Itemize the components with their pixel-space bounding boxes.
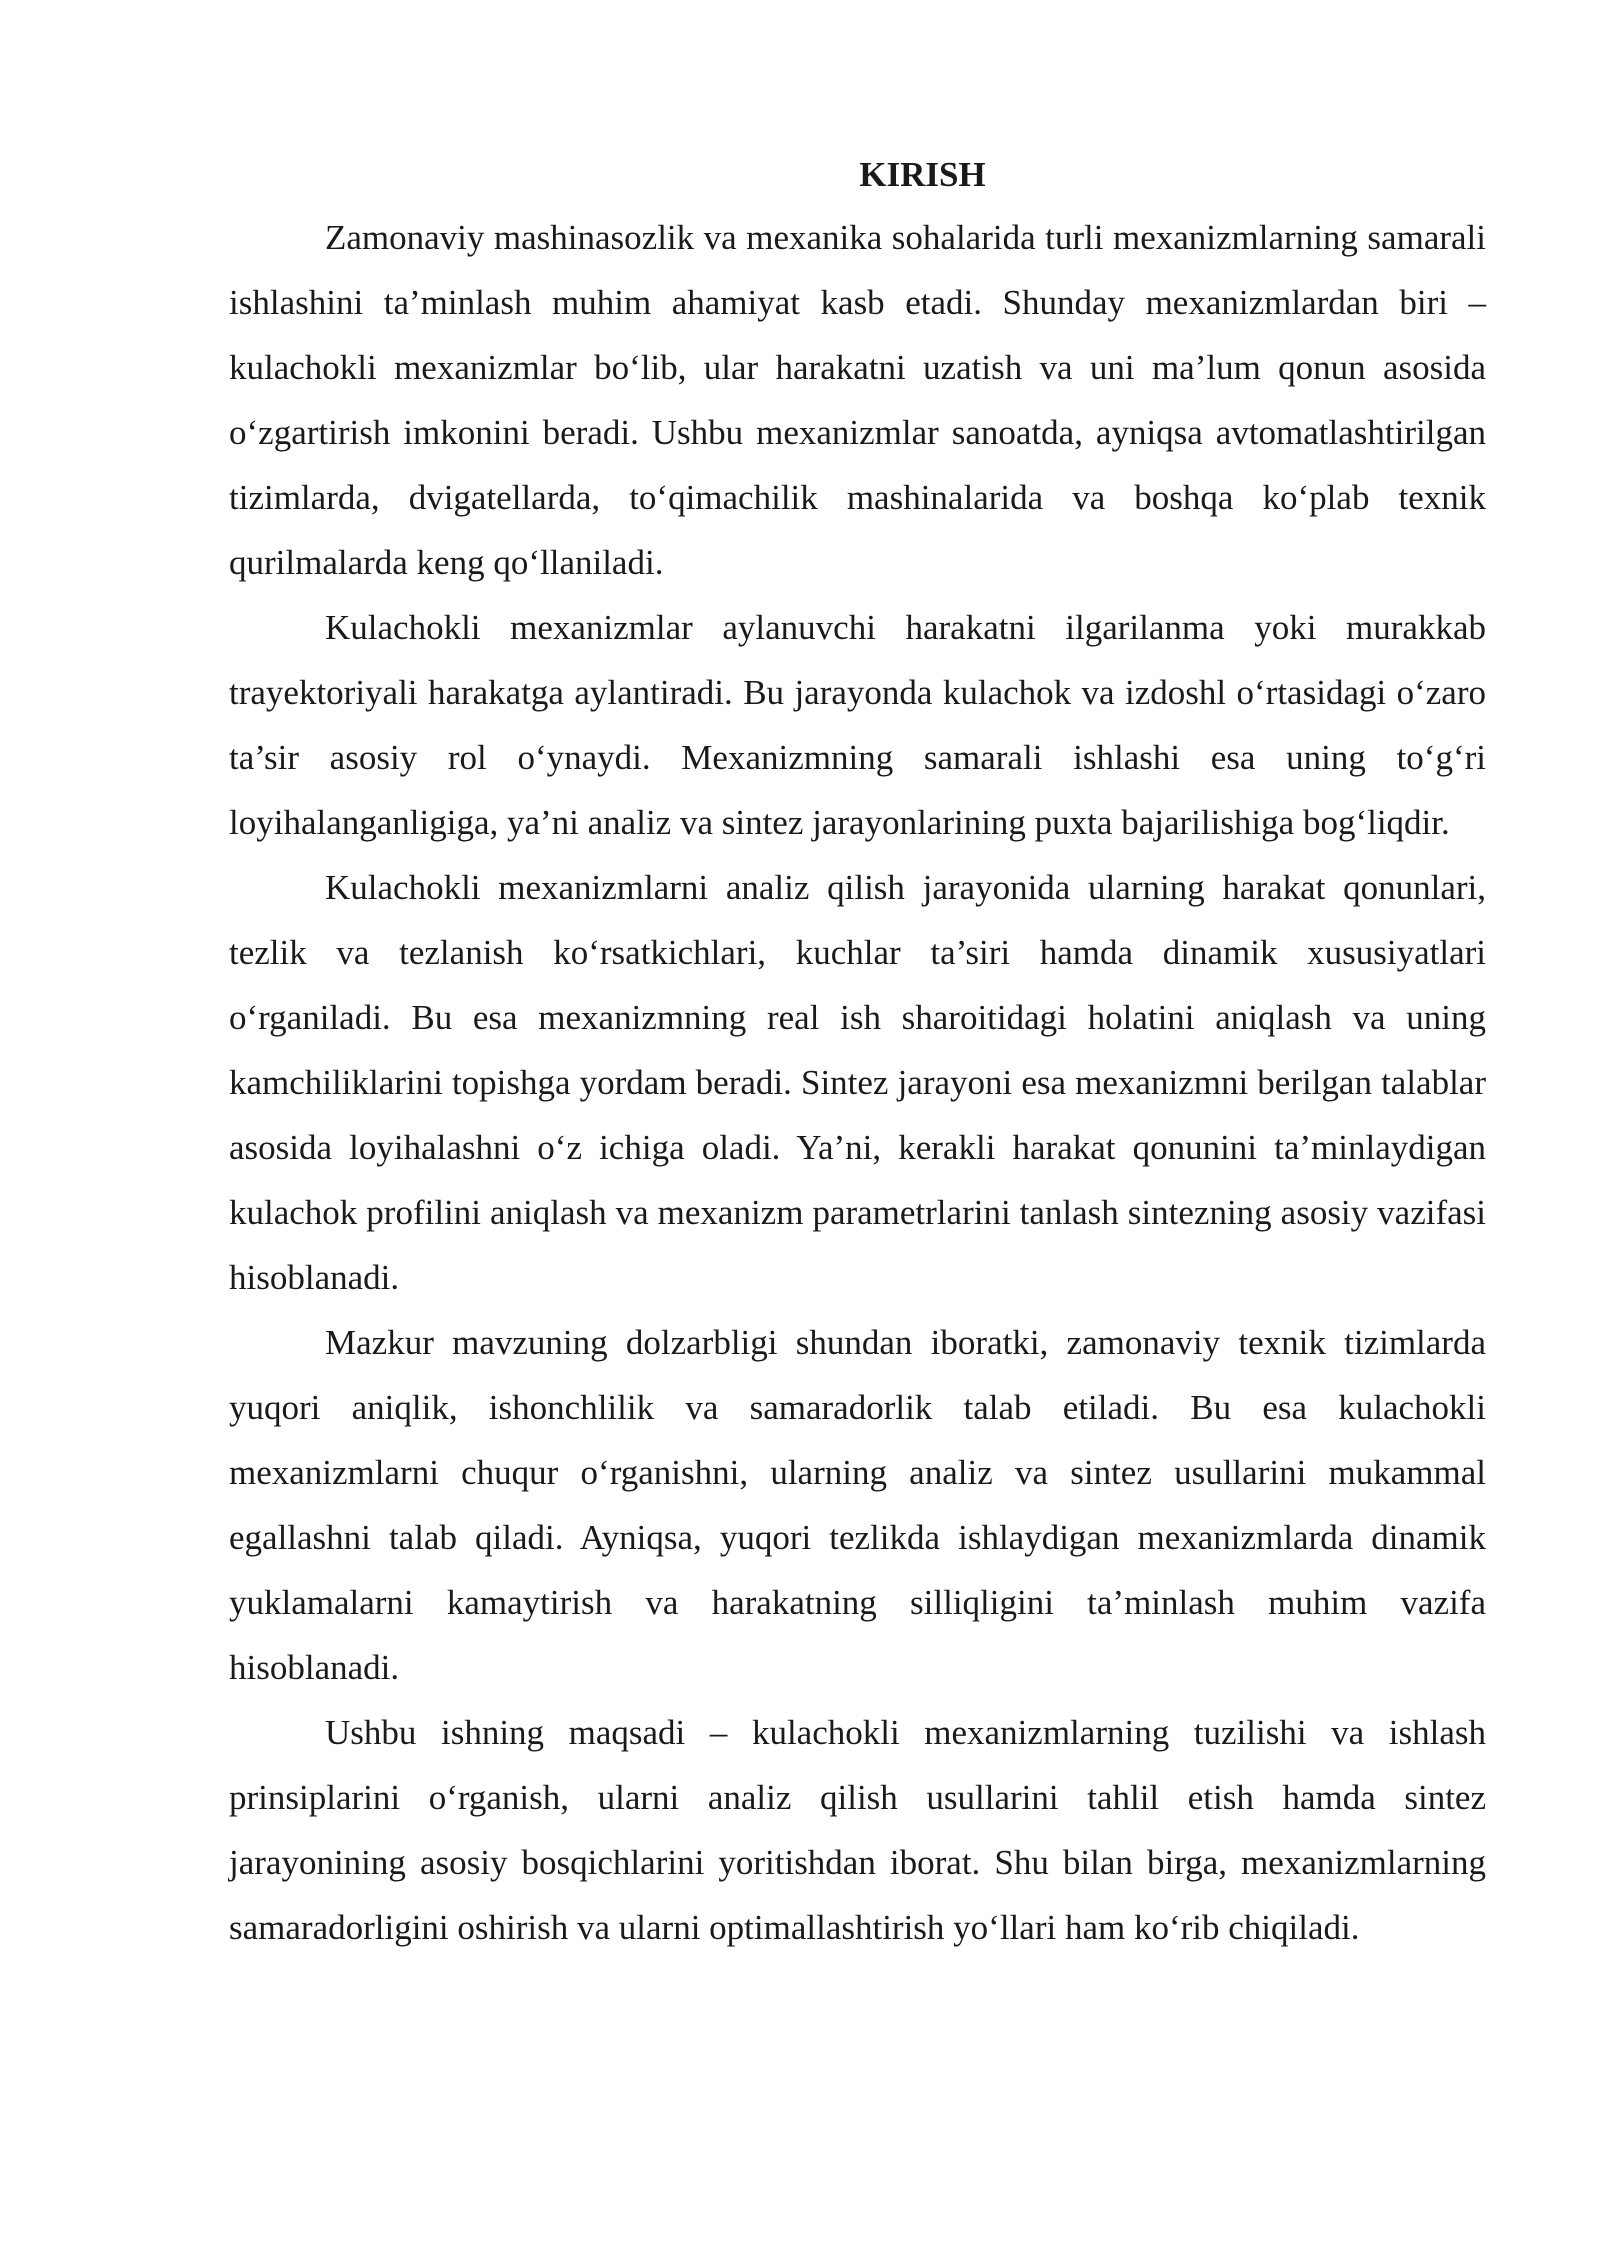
paragraph-analysis-synthesis: Kulachokli mexanizmlarni analiz qilish jarayonida ularning harakat qonunlari, tezlik va tezlanish ko‘rsatkichlari, kuchlar ta’siri hamda dinamik xususiyatlari o‘rganiladi. Bu esa mexanizmning real ish sharoitidagi holatini aniqlash va uning kamchiliklarini topishga yordam beradi. Sintez jarayoni esa mexanizmni berilgan talablar asosida loyihalashni o‘z ichiga oladi. Ya’ni, kerakli harakat qonunini ta’minlaydigan kulachok profilini aniqlash va mexanizm parametrlarini tanlash sintezning asosiy vazifasi hisoblanadi. [229, 868, 1486, 1297]
paragraph-mechanism-function: Kulachokli mexanizmlar aylanuvchi harakatni ilgarilanma yoki murakkab trayektoriyali harakatga aylantiradi. Bu jarayonda kulachok va izdoshl o‘rtasidagi o‘zaro ta’sir asosiy rol o‘ynaydi. Mexanizmning samarali ishlashi esa uning to‘g‘ri loyihalanganligiga, ya’ni analiz va sintez jarayonlarining puxta bajarilishiga bog‘liqdir. [229, 608, 1486, 842]
paragraph-introduction: Zamonaviy mashinasozlik va mexanika sohalarida turli mexanizmlarning samarali ishlashini ta’minlash muhim ahamiyat kasb etadi. Shunday mexanizmlardan biri – kulachokli mexanizmlar bo‘lib, ular harakatni uzatish va uni ma’lum qonun asosida o‘zgartirish imkonini beradi. Ushbu mexanizmlar sanoatda, ayniqsa avtomatlashtirilgan tizimlarda, dvigatellarda, to‘qimachilik mashinalarida va boshqa ko‘plab texnik qurilmalarda keng qo‘llaniladi. [229, 218, 1486, 582]
paragraph-goal: Ushbu ishning maqsadi – kulachokli mexanizmlarning tuzilishi va ishlash prinsiplarini o‘rganish, ularni analiz qilish usullarini tahlil etish hamda sintez jarayonining asosiy bosqichlarini yoritishdan iborat. Shu bilan birga, mexanizmlarning samaradorligini oshirish va ularni optimallashtirish yo‘llari ham ko‘rib chiqiladi. [229, 1713, 1486, 1947]
page-title: KIRISH [859, 155, 986, 194]
paragraph-relevance: Mazkur mavzuning dolzarbligi shundan iboratki, zamonaviy texnik tizimlarda yuqori aniqlik, ishonchlilik va samaradorlik talab etiladi. Bu esa kulachokli mexanizmlarni chuqur o‘rganishni, ularning analiz va sintez usullarini mukammal egallashni talab qiladi. Ayniqsa, yuqori tezlikda ishlaydigan mexanizmlarda dinamik yuklamalarni kamaytirish va harakatning silliqligini ta’minlash muhim vazifa hisoblanadi. [229, 1323, 1486, 1687]
document-body [229, 145, 1486, 1960]
